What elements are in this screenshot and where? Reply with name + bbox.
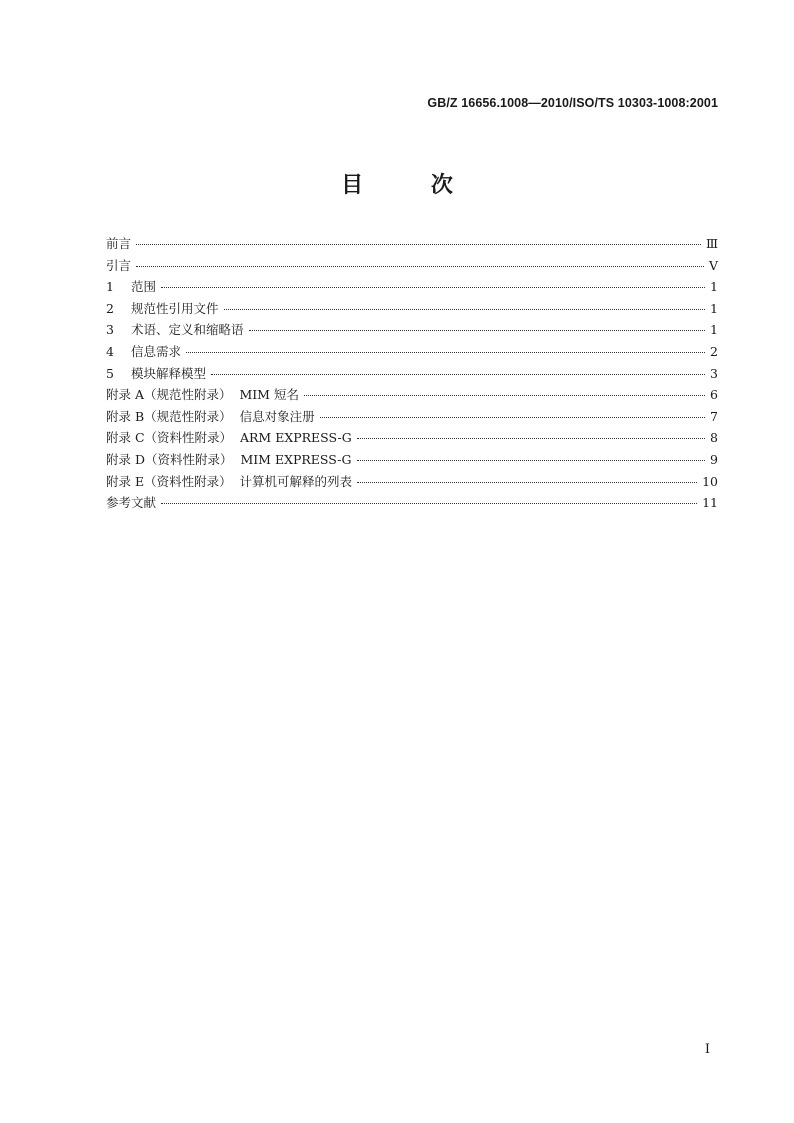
toc-entry-number: 3 — [106, 322, 114, 338]
dot-leader — [186, 352, 705, 353]
toc-entry[interactable] — [106, 233, 718, 255]
toc-entry-page: Ⅲ — [705, 236, 718, 251]
toc-entry[interactable] — [106, 449, 718, 471]
toc-entry-label: 附录 C（资料性附录） ARM EXPRESS-G — [106, 430, 352, 446]
toc-entry-page: 7 — [710, 408, 718, 424]
dot-leader — [304, 395, 705, 396]
toc-entry-page: Ⅴ — [708, 257, 718, 273]
toc-entry[interactable] — [106, 492, 718, 514]
toc-entry[interactable] — [106, 276, 718, 298]
toc-entry[interactable] — [106, 363, 718, 385]
toc-entry[interactable] — [106, 406, 718, 428]
toc-entry[interactable] — [106, 341, 718, 363]
toc-entry-number: 2 — [106, 300, 114, 316]
toc-entry-label: 附录 E（资料性附录） 计算机可解释的列表 — [106, 473, 353, 489]
toc-entry[interactable] — [106, 384, 718, 406]
standard-code: GB/Z 16656.1008—2010/ISO/TS 10303-1008:2001 — [427, 96, 718, 110]
toc-entry-label: 范围 — [131, 279, 157, 295]
toc-entry-page: 9 — [710, 451, 718, 467]
toc-entry-page: 8 — [710, 430, 718, 446]
dot-leader — [357, 482, 697, 483]
dot-leader — [249, 330, 705, 331]
toc-entry-number: 1 — [106, 279, 114, 295]
dot-leader — [136, 244, 701, 245]
dot-leader — [136, 266, 704, 267]
dot-leader — [161, 287, 705, 288]
toc-entry-page: 11 — [702, 495, 718, 511]
toc-entry-label: 规范性引用文件 — [131, 300, 219, 316]
toc-entry-page: 1 — [710, 279, 718, 295]
dot-leader — [161, 503, 697, 504]
toc-entry[interactable] — [106, 255, 718, 277]
toc-entry[interactable] — [106, 298, 718, 320]
page-number: Ⅰ — [704, 1042, 710, 1057]
toc-entry-number: 4 — [106, 343, 114, 359]
toc-entry[interactable] — [106, 319, 718, 341]
toc-entry-label: 附录 A（规范性附录） MIM 短名 — [106, 387, 299, 403]
toc-entry-page: 10 — [702, 473, 718, 489]
toc-entry-label: 信息需求 — [131, 343, 182, 359]
dot-leader — [224, 309, 705, 310]
toc-entry[interactable] — [106, 471, 718, 493]
toc-entry-number: 5 — [106, 365, 114, 381]
toc-entry-label: 模块解释模型 — [131, 365, 207, 381]
table-of-contents — [106, 233, 718, 514]
toc-entry-label: 参考文献 — [106, 495, 157, 511]
toc-entry-page: 6 — [710, 387, 718, 403]
toc-entry-page: 1 — [710, 300, 718, 316]
dot-leader — [320, 417, 705, 418]
toc-entry-label: 术语、定义和缩略语 — [131, 322, 244, 338]
toc-entry-page: 1 — [710, 322, 718, 338]
page-title: 目 次 — [341, 173, 483, 198]
toc-entry-label: 前言 — [106, 236, 132, 251]
dot-leader — [357, 438, 705, 439]
dot-leader — [357, 460, 706, 461]
toc-entry-label: 附录 D（资料性附录） MIM EXPRESS-G — [106, 451, 352, 467]
toc-entry-label: 附录 B（规范性附录） 信息对象注册 — [106, 408, 315, 424]
dot-leader — [211, 374, 705, 375]
toc-entry-page: 2 — [710, 343, 718, 359]
toc-entry-page: 3 — [710, 365, 718, 381]
toc-entry[interactable] — [106, 427, 718, 449]
toc-entry-label: 引言 — [106, 257, 132, 273]
